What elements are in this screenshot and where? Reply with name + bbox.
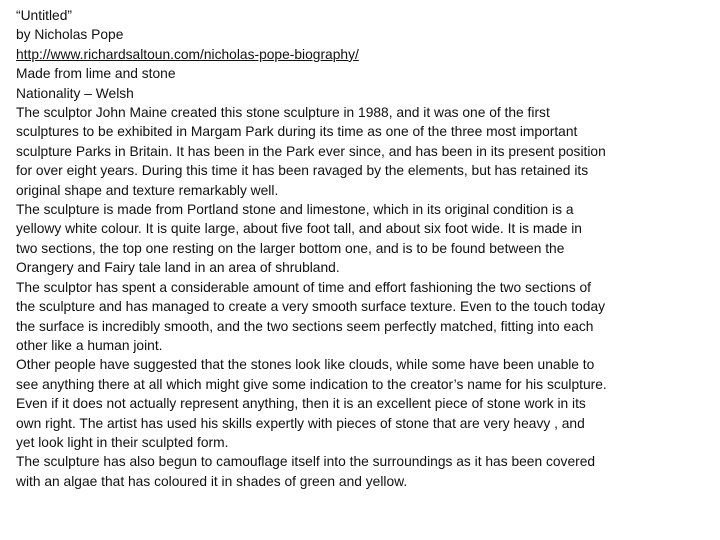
text-line: Orangery and Fairy tale land in an area of shrubland.	[16, 260, 340, 276]
paragraph-materials	[16, 200, 716, 278]
text-line: with an algae that has coloured it in shades of green and yellow.	[16, 473, 408, 489]
document-page	[16, 6, 716, 491]
author-line: by Nicholas Pope	[16, 27, 124, 43]
text-line: original shape and texture remarkably well.	[16, 182, 279, 198]
nationality-line: Nationality – Welsh	[16, 85, 134, 101]
paragraph-history	[16, 103, 716, 200]
text-line: for over eight years. During this time it has been ravaged by the elements, but has retained its	[16, 163, 589, 179]
text-line: see anything there at all which might give some indication to the creator’s name for his sculpture.	[16, 376, 607, 392]
text-line: The sculptor John Maine created this stone sculpture in 1988, and it was one of the first	[16, 105, 550, 121]
text-line: The sculpture is made from Portland stone and limestone, which in its original condition is a	[16, 202, 574, 218]
text-line: Even if it does not actually represent anything, then it is an excellent piece of stone work in its	[16, 396, 586, 412]
text-line: own right. The artist has used his skills expertly with pieces of stone that are very heavy , and	[16, 415, 585, 431]
text-line: Other people have suggested that the stones look like clouds, while some have been unable to	[16, 357, 595, 373]
text-line: yet look light in their sculpted form.	[16, 434, 229, 450]
paragraph-craft	[16, 278, 716, 356]
text-line: The sculpture has also begun to camouflage itself into the surroundings as it has been covered	[16, 454, 596, 470]
text-line: the surface is incredibly smooth, and the two sections seem perfectly matched, fitting into each	[16, 318, 594, 334]
text-line: sculpture Parks in Britain. It has been in the Park ever since, and has been in its present position	[16, 143, 606, 159]
text-line: other like a human joint.	[16, 337, 163, 353]
materials-line: Made from lime and stone	[16, 66, 176, 82]
text-line: two sections, the top one resting on the larger bottom one, and is to be found between the	[16, 240, 565, 256]
paragraph-interpretation	[16, 355, 716, 452]
text-line: sculptures to be exhibited in Margam Park during its time as one of the three most important	[16, 124, 578, 140]
source-link[interactable]: http://www.richardsaltoun.com/nicholas-pope-biography/	[16, 46, 359, 62]
text-line: The sculptor has spent a considerable amount of time and effort fashioning the two sections of	[16, 279, 591, 295]
document-title: “Untitled”	[16, 8, 72, 23]
text-line: yellowy white colour. It is quite large, about five foot tall, and about six foot wide. It is made in	[16, 221, 582, 237]
text-line: the sculpture and has managed to create a very smooth surface texture. Even to the touch today	[16, 299, 606, 315]
paragraph-weathering	[16, 452, 716, 491]
